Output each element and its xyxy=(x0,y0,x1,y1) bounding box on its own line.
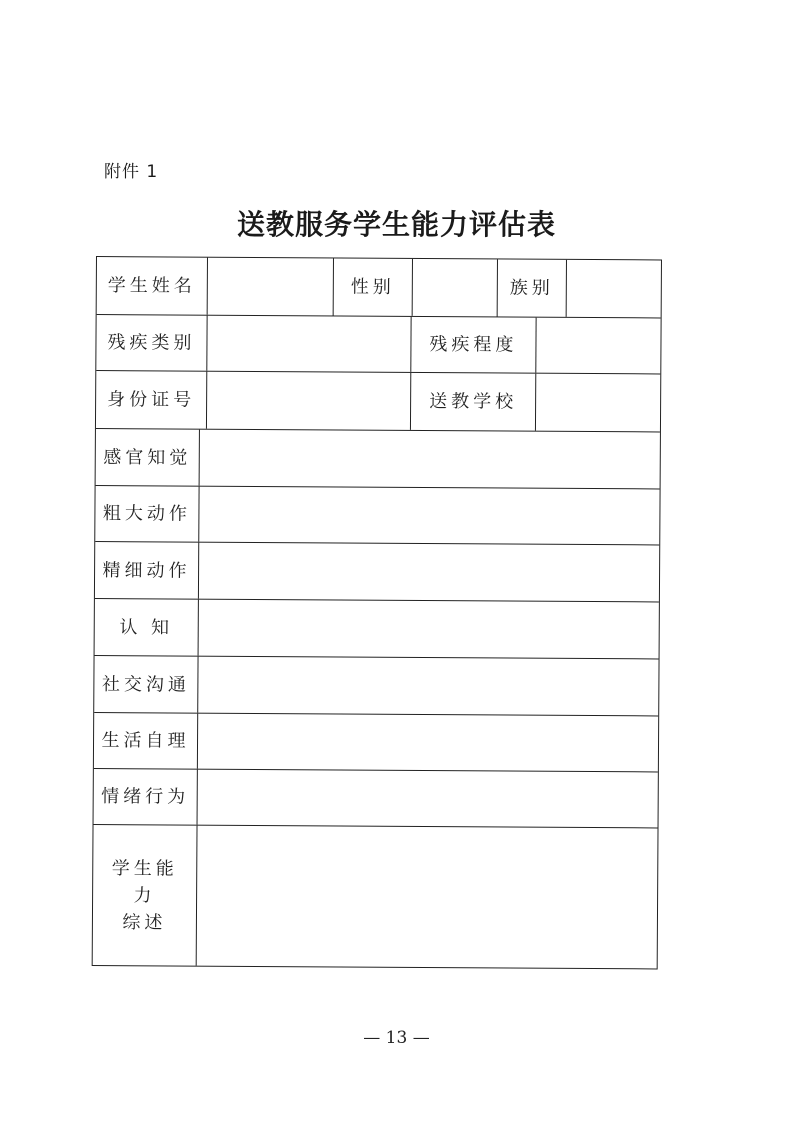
emotional-behavior-label: 情绪行为 xyxy=(94,769,198,825)
sensory-label: 感官知觉 xyxy=(96,429,200,486)
ethnicity-label: 族别 xyxy=(498,259,567,316)
row-self-care xyxy=(94,713,658,772)
attachment-label: 附件 1 xyxy=(104,162,159,182)
fine-motor-field[interactable] xyxy=(199,543,659,602)
page-number: — 13 — xyxy=(363,1028,430,1048)
row-id-school xyxy=(96,371,660,432)
disability-type-field[interactable] xyxy=(207,316,411,372)
gross-motor-field[interactable] xyxy=(199,487,659,545)
sensory-field[interactable] xyxy=(200,430,660,489)
gender-label: 性别 xyxy=(334,258,413,315)
school-field[interactable] xyxy=(536,374,660,432)
row-social-communication xyxy=(94,656,658,716)
ethnicity-field[interactable] xyxy=(567,260,661,318)
gender-field[interactable] xyxy=(413,259,498,317)
social-communication-field[interactable] xyxy=(198,657,658,716)
row-disability xyxy=(96,315,660,374)
id-number-field[interactable] xyxy=(207,372,411,430)
row-summary xyxy=(93,825,658,968)
summary-label xyxy=(93,825,198,966)
gross-motor-label: 粗大动作 xyxy=(95,486,199,542)
cognition-field[interactable] xyxy=(199,600,659,659)
emotional-behavior-field[interactable] xyxy=(198,770,658,828)
disability-degree-label: 残疾程度 xyxy=(411,317,536,373)
social-communication-label: 社交沟通 xyxy=(94,656,198,713)
cognition-label: 认 知 xyxy=(95,599,199,656)
disability-type-label: 残疾类别 xyxy=(96,315,207,371)
row-basic-info xyxy=(97,257,661,318)
summary-field[interactable] xyxy=(197,826,658,969)
summary-label-line2: 综述 xyxy=(122,911,167,933)
student-name-field[interactable] xyxy=(208,258,334,316)
row-emotional-behavior xyxy=(94,769,658,828)
form-title: 送教服务学生能力评估表 xyxy=(236,208,556,241)
school-label: 送教学校 xyxy=(411,373,536,431)
id-number-label: 身份证号 xyxy=(96,371,207,429)
assessment-form-table xyxy=(92,256,662,969)
row-sensory xyxy=(96,429,660,489)
summary-label-line1: 学生能力 xyxy=(111,857,178,906)
row-gross-motor xyxy=(95,486,659,545)
row-fine-motor xyxy=(95,542,659,602)
self-care-label: 生活自理 xyxy=(94,713,198,769)
self-care-field[interactable] xyxy=(198,714,658,772)
student-name-label: 学生姓名 xyxy=(97,257,208,315)
row-cognition xyxy=(95,599,659,659)
disability-degree-field[interactable] xyxy=(536,318,660,374)
fine-motor-label: 精细动作 xyxy=(95,542,199,599)
